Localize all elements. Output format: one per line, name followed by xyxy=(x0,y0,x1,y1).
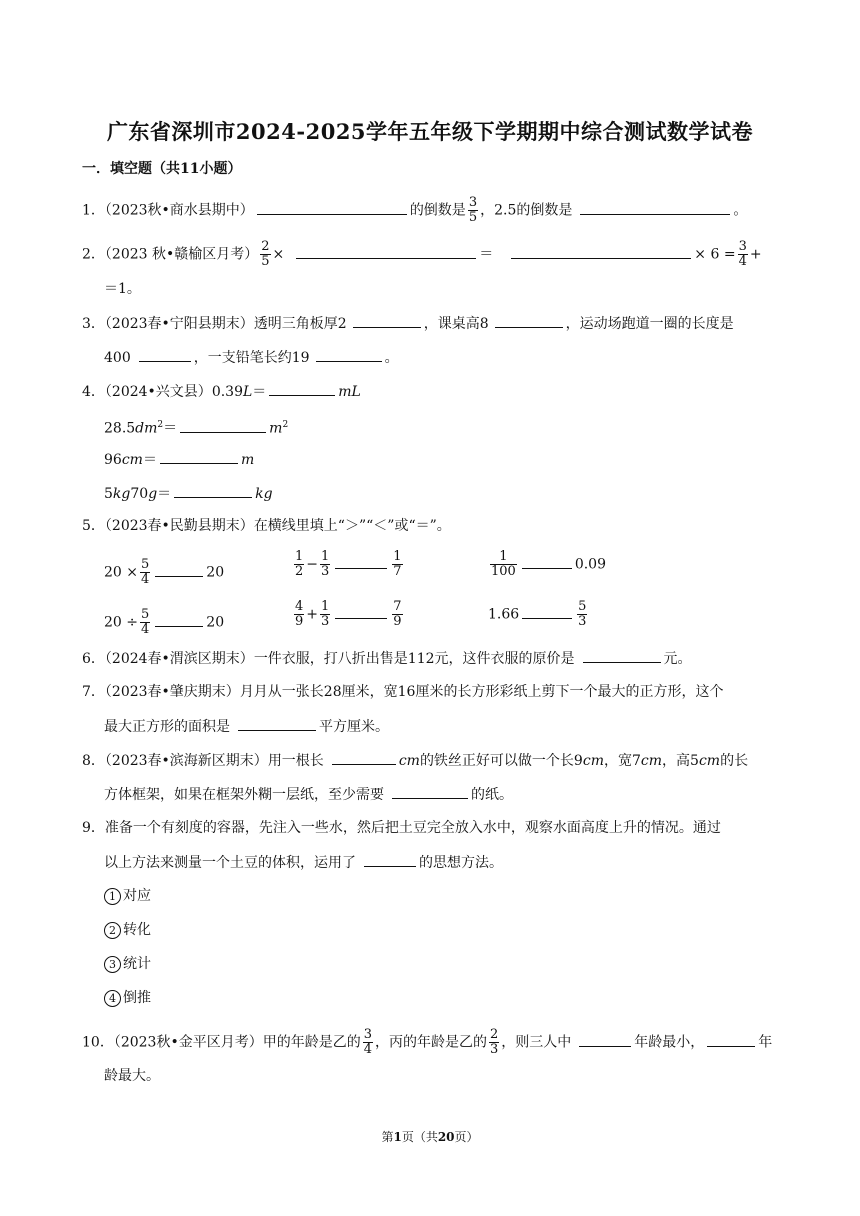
answer-blank[interactable] xyxy=(511,244,691,259)
option-2[interactable]: 2 转化 xyxy=(104,920,151,940)
question-6: 6．（2024春•渭滨区期末）一件衣服，打八折出售是112元，这件衣服的原价是 元。 xyxy=(82,648,692,669)
question-8: 8．（2023春•滨海新区期末）用一根长 cm的铁丝正好可以做一个长9cm，宽7cm，高5cm的长 xyxy=(82,750,748,771)
question-2-cont: ＝1。 xyxy=(104,281,141,297)
option-4[interactable]: 4 倒推 xyxy=(104,988,151,1008)
answer-blank[interactable] xyxy=(522,554,572,569)
question-10: 10．（2023秋•金平区月考）甲的年龄是乙的 $\frac{3}{4}$ ，丙的年龄是乙的 $\frac{2}{3}$ ，则三人中 年龄最小， 年 xyxy=(82,1027,773,1057)
question-3: 3．（2023春•宁阳县期末）透明三角板厚2 ，课桌高8 ，运动场跑道一圈的长度是 xyxy=(82,313,734,334)
page-title: 广东省深圳市2024-2025学年五年级下学期期中综合测试数学试卷 xyxy=(106,119,754,144)
answer-blank[interactable] xyxy=(583,648,661,663)
option-3[interactable]: 3 统计 xyxy=(104,954,151,974)
compare-item: $\frac{1}{100}$ 0.09 xyxy=(491,549,606,579)
answer-blank[interactable] xyxy=(332,750,396,765)
answer-blank[interactable] xyxy=(269,381,335,396)
compare-item: 20 × $\frac{5}{4}$ 20 xyxy=(104,557,225,587)
compare-item: $\frac{4}{9}$ + $\frac{1}{3}$ $\frac{7}{9}$ xyxy=(295,599,402,629)
question-10-cont: 龄最大。 xyxy=(104,1068,160,1084)
answer-blank[interactable] xyxy=(580,200,730,215)
answer-blank[interactable] xyxy=(707,1032,755,1047)
page-footer: 第1页（共20页） xyxy=(381,1130,479,1144)
answer-blank[interactable] xyxy=(155,612,203,627)
answer-blank[interactable] xyxy=(392,784,468,799)
question-2: 2．（2023 秋•赣榆区月考） $\frac{2}{5}$ × ＝ × 6 = $\frac{3}{4}$ + xyxy=(82,239,762,269)
answer-blank[interactable] xyxy=(238,716,316,731)
question-7-cont: 最大正方形的面积是 平方厘米。 xyxy=(104,716,389,737)
compare-item: 20 ÷ $\frac{5}{4}$ 20 xyxy=(104,607,225,637)
answer-blank[interactable] xyxy=(495,313,563,328)
compare-item: $\frac{1}{2}$ − $\frac{1}{3}$ $\frac{1}{7}$ xyxy=(295,549,402,579)
answer-blank[interactable] xyxy=(139,347,191,362)
answer-blank[interactable] xyxy=(296,244,476,259)
question-4-d: 5kg70g＝ kg xyxy=(104,483,273,504)
answer-blank[interactable] xyxy=(579,1032,631,1047)
fraction: $\frac{3}{4}$ xyxy=(738,239,747,269)
answer-blank[interactable] xyxy=(522,604,572,619)
answer-blank[interactable] xyxy=(335,554,387,569)
option-1[interactable]: 1 对应 xyxy=(104,886,151,906)
fraction: $\frac{2}{3}$ xyxy=(490,1027,499,1057)
question-8-cont: 方体框架，如果在框架外糊一层纸，至少需要 的纸。 xyxy=(104,784,513,805)
answer-blank[interactable] xyxy=(160,449,238,464)
answer-blank[interactable] xyxy=(180,418,266,433)
answer-blank[interactable] xyxy=(316,347,382,362)
question-4: 4．（2024•兴文县）0.39L＝ mL xyxy=(82,381,361,402)
answer-blank[interactable] xyxy=(364,852,416,867)
question-1: 1．（2023秋•商水县期中） 的倒数是 $\frac{3}{5}$ ，2.5的倒数是 。 xyxy=(82,195,748,225)
question-3-cont: 400 ，一支铅笔长约19 。 xyxy=(104,347,399,368)
answer-blank[interactable] xyxy=(174,483,252,498)
fraction: $\frac{3}{4}$ xyxy=(363,1027,372,1057)
answer-blank[interactable] xyxy=(335,604,387,619)
fraction: $\frac{2}{5}$ xyxy=(261,239,270,269)
question-5: 5．（2023春•民勤县期末）在横线里填上“＞”“＜”或“＝”。 xyxy=(82,518,451,534)
question-9: 9．准备一个有刻度的容器，先注入一些水，然后把土豆完全放入水中，观察水面高度上升的情况。通过 xyxy=(82,820,721,836)
compare-item: 1.66 $\frac{5}{3}$ xyxy=(488,599,587,629)
section-heading: 一．填空题（共11小题） xyxy=(82,161,242,177)
answer-blank[interactable] xyxy=(257,200,407,215)
answer-blank[interactable] xyxy=(155,562,203,577)
answer-blank[interactable] xyxy=(353,313,421,328)
fraction: $\frac{3}{5}$ xyxy=(468,195,478,225)
question-9-cont: 以上方法来测量一个土豆的体积，运用了 的思想方法。 xyxy=(104,852,503,873)
question-4-c: 96cm＝ m xyxy=(104,449,254,470)
question-4-b: $28.5dm^2= m^2$ xyxy=(104,415,288,439)
question-7: 7．（2023春•肇庆期末）月月从一张长28厘米，宽16厘米的长方形彩纸上剪下一个最大的正方形，这个 xyxy=(82,684,724,700)
